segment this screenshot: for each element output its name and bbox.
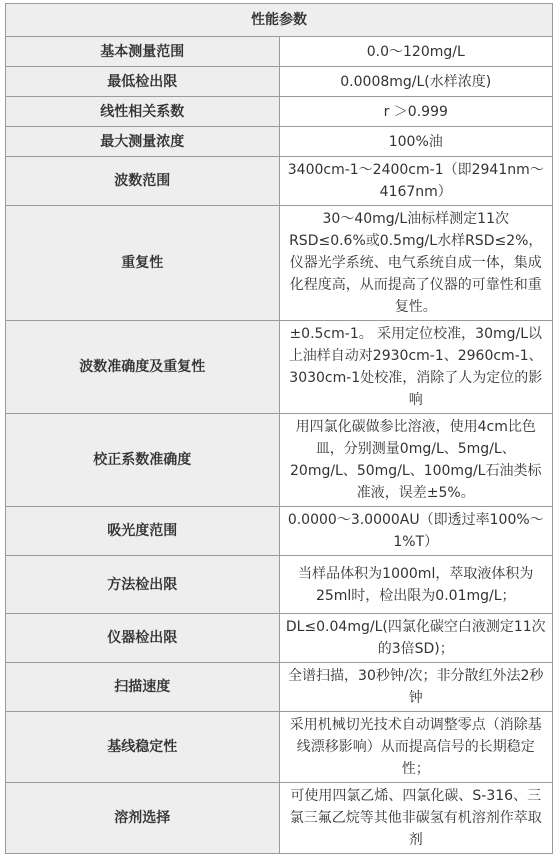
row-value: r ＞0.999 <box>279 97 553 127</box>
table-row <box>6 37 553 67</box>
table-row <box>6 157 553 206</box>
row-label: 基本测量范围 <box>6 37 280 67</box>
table-row <box>6 206 553 321</box>
table-row <box>6 507 553 556</box>
row-value: 当样品体积为1000ml，萃取液体积为25ml时，检出限为0.01mg/L； <box>279 556 553 614</box>
table-row <box>6 663 553 712</box>
row-value: 3400cm-1～2400cm-1（即2941nm～4167nm） <box>279 157 553 206</box>
table-row <box>6 414 553 507</box>
row-label: 扫描速度 <box>6 663 280 712</box>
row-label: 线性相关系数 <box>6 97 280 127</box>
table-title: 性能参数 <box>6 4 553 37</box>
table-row <box>6 97 553 127</box>
row-label: 重复性 <box>6 206 280 321</box>
table-row <box>6 556 553 614</box>
row-value: 30～40mg/L油标样测定11次 RSD≤0.6%或0.5mg/L水样RSD≤2%，仪器光学系统、电气系统自成一体，集成化程度高，从而提高了仪器的可靠性和重复性。 <box>279 206 553 321</box>
table-row <box>6 127 553 157</box>
row-label: 最大测量浓度 <box>6 127 280 157</box>
table-header-row <box>6 4 553 37</box>
row-value: 用四氯化碳做参比溶液，使用4cm比色皿，分别测量0mg/L、5mg/L、20mg/L、50mg/L、100mg/L石油类标准液，误差±5%。 <box>279 414 553 507</box>
row-value: 采用机械切光技术自动调整零点（消除基线漂移影响）从而提高信号的长期稳定性； <box>279 712 553 783</box>
row-label: 仪器检出限 <box>6 614 280 663</box>
table-row <box>6 67 553 97</box>
table-row <box>6 783 553 854</box>
row-label: 波数准确度及重复性 <box>6 321 280 414</box>
row-value: 可使用四氯乙烯、四氯化碳、S-316、三氯三氟乙烷等其他非碳氢有机溶剂作萃取剂 <box>279 783 553 854</box>
row-label: 基线稳定性 <box>6 712 280 783</box>
row-label: 校正系数准确度 <box>6 414 280 507</box>
row-label: 吸光度范围 <box>6 507 280 556</box>
row-value: DL≤0.04mg/L(四氯化碳空白液测定11次的3倍SD)； <box>279 614 553 663</box>
row-value: 0.0008mg/L(水样浓度) <box>279 67 553 97</box>
row-value: ±0.5cm-1。 采用定位校准，30mg/L以上油样自动对2930cm-1、2960cm-1、3030cm-1处校准，消除了人为定位的影响 <box>279 321 553 414</box>
row-value: 全谱扫描，30秒钟/次；非分散红外法2秒钟 <box>279 663 553 712</box>
row-label: 波数范围 <box>6 157 280 206</box>
row-value: 100%油 <box>279 127 553 157</box>
row-value: 0.0～120mg/L <box>279 37 553 67</box>
row-label: 溶剂选择 <box>6 783 280 854</box>
row-label: 最低检出限 <box>6 67 280 97</box>
row-label: 方法检出限 <box>6 556 280 614</box>
table-row <box>6 712 553 783</box>
table-row <box>6 614 553 663</box>
row-value: 0.0000～3.0000AU（即透过率100%～1%T） <box>279 507 553 556</box>
table-row <box>6 321 553 414</box>
spec-table <box>5 3 553 854</box>
